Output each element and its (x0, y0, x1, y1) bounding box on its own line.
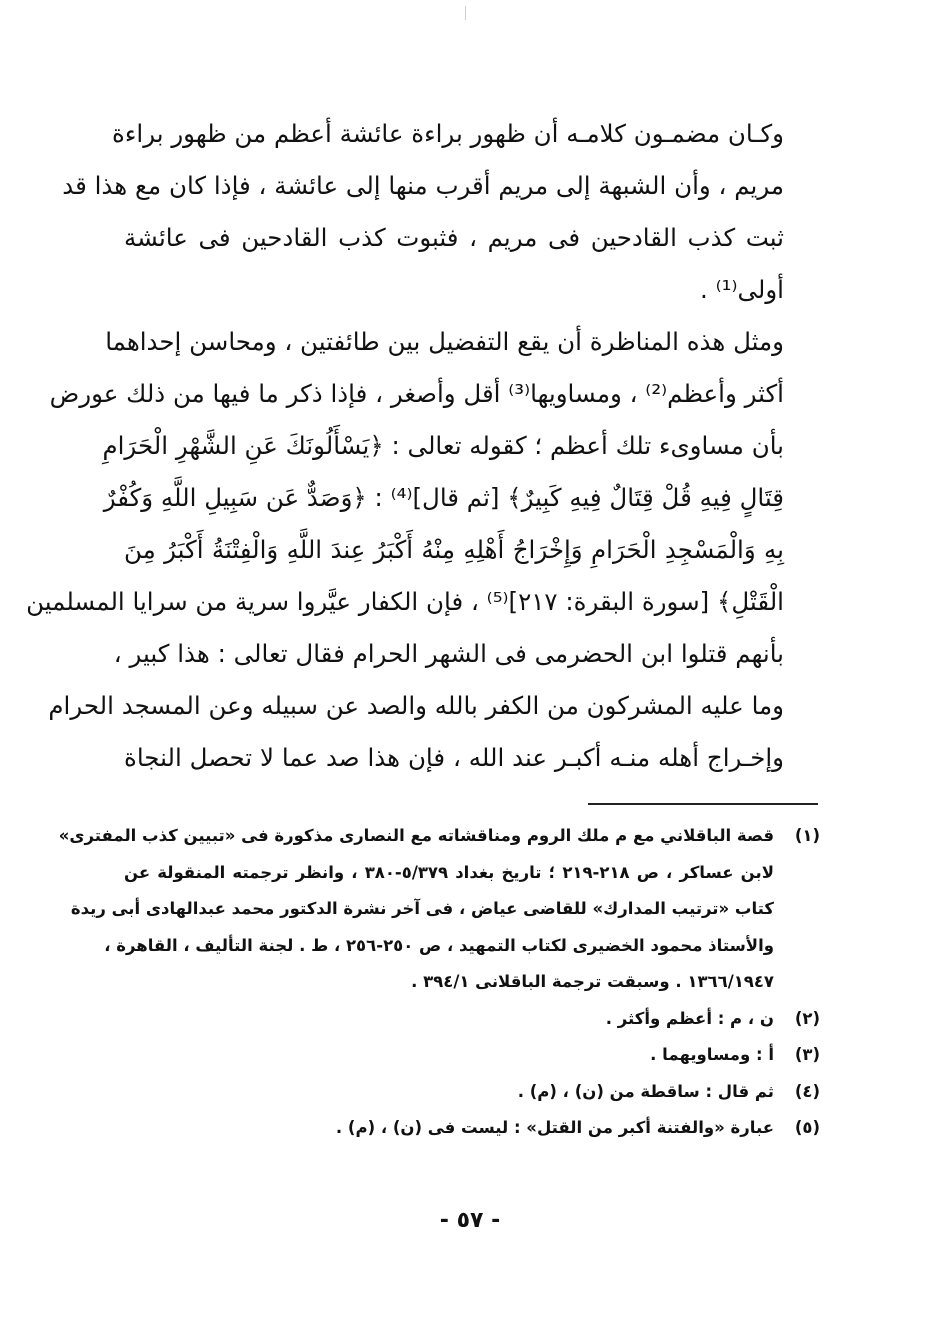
paragraph-2 (26, 316, 816, 784)
footnote-body (124, 1074, 774, 1111)
footnote-line: عبارة «والفتنة أكبر من القتل» : ليست فى (ن) ، (م) . (335, 1118, 774, 1137)
footnote-line: كتاب «ترتيب المدارك» للقاضى عياض ، فى آخر نشرة الدكتور محمد عبدالهادى أبى ريدة (70, 899, 774, 918)
footnote-line: قصة الباقلاني مع م ملك الروم ومناقشاته مع النصارى مذكورة فى «تبيين كذب المفترى» (58, 826, 774, 845)
text-line: ومثل هذه المناظرة أن يقع التفضيل بين طائفتين ، ومحاسن إحداهما (105, 327, 784, 356)
footnote-number: (٤) (794, 1081, 820, 1101)
footnote-2 (124, 1001, 820, 1038)
footnote-line: ثم قال : ساقطة من (ن) ، (م) . (517, 1081, 774, 1101)
footnote-body (124, 1110, 774, 1147)
scan-mark (465, 6, 466, 20)
text-line: وإخـراج أهله منـه أكبـر عند الله ، فإن هذا صد عما لا تحصل النجاة (124, 743, 784, 772)
footnote-4 (124, 1074, 820, 1111)
footnote-line: والأستاذ محمود الخضيرى لكتاب التمهيد ، ص ٢٥٠-٢٥٦ ، ط . لجنة التأليف ، القاهرة ، (104, 935, 774, 955)
footnote-number: (٢) (794, 1008, 820, 1028)
text-line: بأن مساوىء تلك أعظم ؛ كقوله تعالى : ﴿يَسْأَلُونَكَ عَنِ الشَّهْرِ الْحَرَامِ (102, 431, 784, 460)
text-line: وما عليه المشركون من الكفر بالله والصد عن سبيله وعن المسجد الحرام (48, 691, 784, 720)
footnote-body (124, 1001, 774, 1038)
text-line: وكـان مضمـون كلامـه أن ظهور براءة عائشة أعظم من ظهور براءة (112, 119, 784, 148)
footnote-separator (588, 803, 818, 805)
text-line: الْقَتْلِ﴾ [سورة البقرة: ٢١٧]⁽⁵⁾ ، فإن الكفار عيَّروا سرية من سرايا المسلمين (26, 587, 784, 616)
text-line: بأنهم قتلوا ابن الحضرمى فى الشهر الحرام فقال تعالى : هذا كبير ، (113, 639, 784, 668)
footnote-number: (٥) (794, 1118, 820, 1137)
footnote-line: لابن عساكر ، ص ٢١٨-٢١٩ ؛ تاريخ بغداد ٥/٣٧٩-٣٨٠ ، وانظر ترجمته المنقولة عن (124, 862, 775, 882)
paragraph-1 (62, 108, 816, 316)
text-line: بِهِ وَالْمَسْجِدِ الْحَرَامِ وَإِخْرَاجُ أَهْلِهِ مِنْهُ أَكْبَرُ عِندَ اللَّهِ وَالْفِتْنَةُ أَكْبَرُ مِنَ (124, 535, 784, 564)
footnotes (58, 818, 820, 1147)
footnote-line: ١٣٦٦/١٩٤٧ . وسبقت ترجمة الباقلانى ٣٩٤/١ . (411, 972, 774, 991)
text-line: ثبت كذب القادحين فى مريم ، فثبوت كذب القادحين فى عائشة (124, 223, 784, 252)
footnote-number: (١) (794, 826, 820, 845)
main-text (26, 108, 816, 784)
text-line: أكثر وأعظم⁽²⁾ ، ومساويها⁽³⁾ أقل وأصغر ، فإذا ذكر ما فيها من ذلك عورض (49, 379, 784, 408)
text-line: قِتَالٍ فِيهِ قُلْ قِتَالٌ فِيهِ كَبِيرٌ﴾ [ثم قال]⁽⁴⁾ : ﴿وَصَدٌّ عَن سَبِيلِ اللَّهِ وَكُفْرٌ (103, 483, 784, 512)
text-line: مريم ، وأن الشبهة إلى مريم أقرب منها إلى عائشة ، فإذا كان مع هذا قد (62, 171, 784, 200)
footnote-body (58, 818, 775, 1001)
footnote-1 (58, 818, 820, 1001)
footnote-3 (124, 1037, 820, 1074)
page-number: - ٥٧ - (439, 1208, 501, 1233)
text-line: أولى⁽¹⁾ . (700, 275, 784, 304)
footnote-line: ن ، م : أعظم وأكثر . (605, 1008, 774, 1028)
footnote-body (124, 1037, 774, 1074)
footnote-number: (٣) (794, 1045, 820, 1064)
footnote-line: أ : ومساويهما . (650, 1045, 774, 1064)
footnote-5 (124, 1110, 820, 1147)
